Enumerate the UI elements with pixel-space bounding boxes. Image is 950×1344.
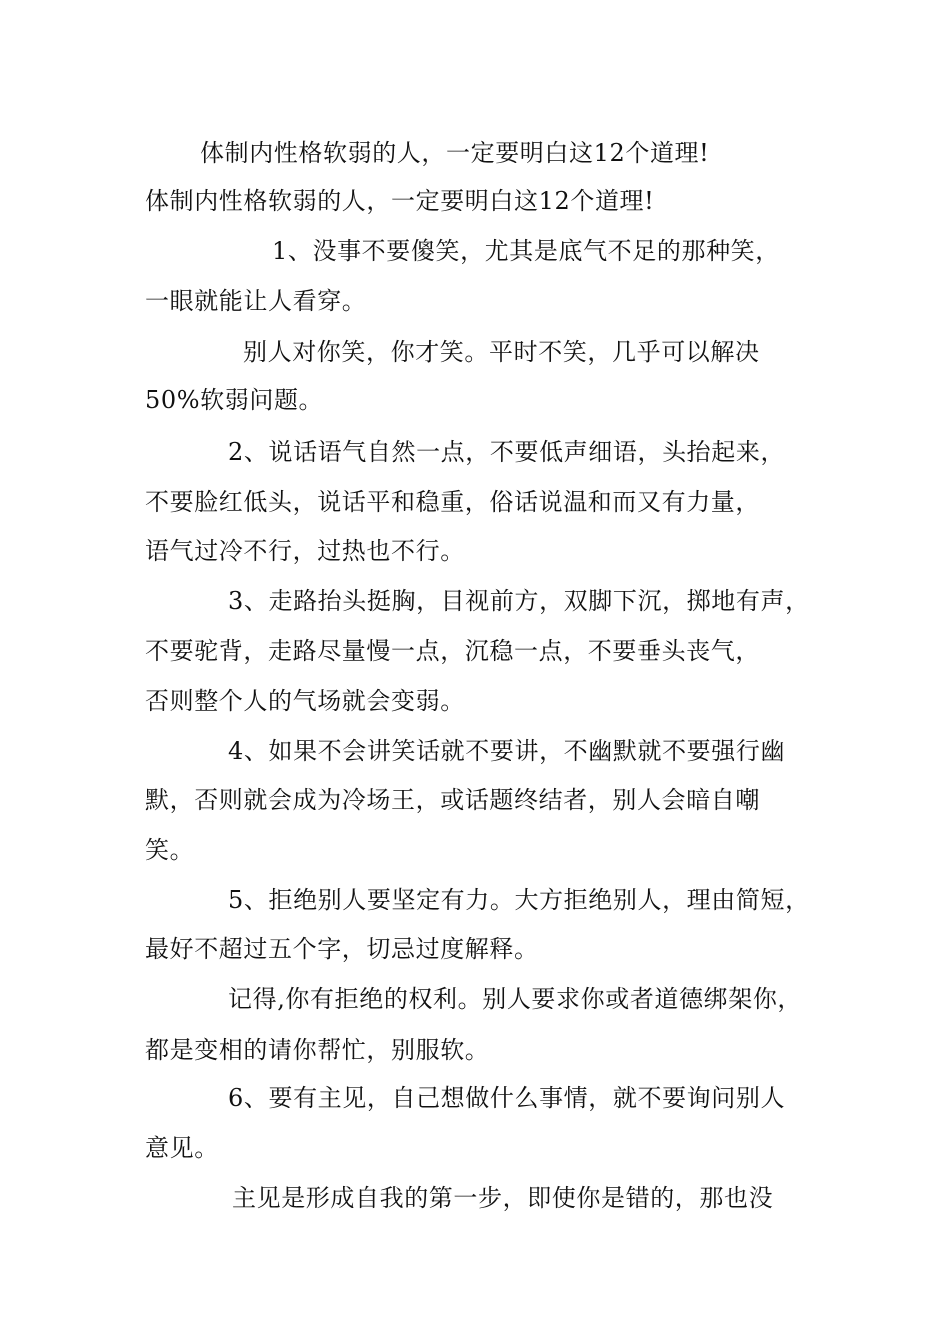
paragraph-line: 意见。 bbox=[145, 1134, 219, 1162]
paragraph-line: 6、要有主见，自己想做什么事情，就不要询问别人 bbox=[228, 1084, 786, 1112]
paragraph-line: 50%软弱问题。 bbox=[145, 386, 324, 414]
paragraph-line: 默，否则就会成为冷场王，或话题终结者，别人会暗自嘲 bbox=[145, 786, 760, 814]
paragraph-line: 语气过冷不行，过热也不行。 bbox=[145, 537, 465, 565]
paragraph-line: 4、如果不会讲笑话就不要讲，不幽默就不要强行幽 bbox=[228, 737, 786, 765]
paragraph-line: 最好不超过五个字，切忌过度解释。 bbox=[145, 935, 539, 963]
paragraph-line: 否则整个人的气场就会变弱。 bbox=[145, 687, 465, 715]
paragraph-line: 5、拒绝别人要坚定有力。大方拒绝别人，理由简短， bbox=[228, 886, 810, 914]
paragraph-line: 一眼就能让人看穿。 bbox=[145, 287, 367, 315]
paragraph-line: 都是变相的请你帮忙，别服软。 bbox=[145, 1036, 490, 1064]
paragraph-line: 主见是形成自我的第一步，即使你是错的，那也没 bbox=[232, 1184, 774, 1212]
paragraph-line: 别人对你笑，你才笑。平时不笑，几乎可以解决 bbox=[243, 338, 760, 366]
paragraph-line: 笑。 bbox=[145, 836, 195, 864]
paragraph-line: 3、走路抬头挺胸，目视前方，双脚下沉，掷地有声， bbox=[228, 587, 810, 615]
paragraph-line: 2、说话语气自然一点，不要低声细语，头抬起来， bbox=[228, 438, 786, 466]
document-title: 体制内性格软弱的人，一定要明白这12个道理! bbox=[200, 139, 710, 167]
paragraph-line: 不要脸红低头，说话平和稳重，俗话说温和而又有力量， bbox=[145, 488, 760, 516]
paragraph-line: 1、没事不要傻笑，尤其是底气不足的那种笑， bbox=[272, 237, 780, 265]
document-subtitle: 体制内性格软弱的人，一定要明白这12个道理! bbox=[145, 187, 655, 215]
paragraph-line: 不要驼背，走路尽量慢一点，沉稳一点，不要垂头丧气， bbox=[145, 637, 760, 665]
paragraph-line: 记得,你有拒绝的权利。别人要求你或者道德绑架你， bbox=[228, 985, 803, 1013]
